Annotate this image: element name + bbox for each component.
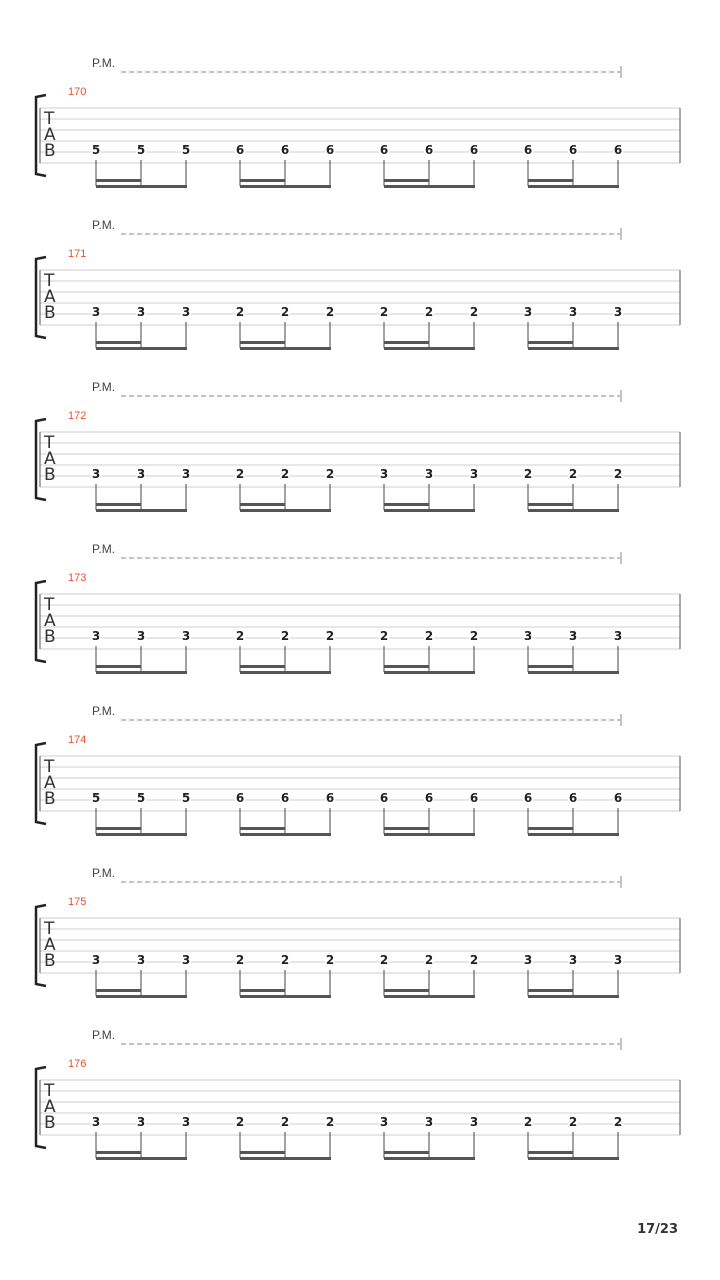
fret-number: 2 [235, 629, 245, 643]
fret-number: 3 [523, 305, 533, 319]
fret-number: 6 [469, 143, 479, 157]
palm-mute-label: P.M. [92, 380, 116, 394]
fret-number: 3 [136, 467, 146, 481]
fret-number: 2 [325, 467, 335, 481]
fret-number: 2 [235, 953, 245, 967]
measure-number: 170 [68, 86, 87, 98]
sixteenth-beam [384, 179, 429, 182]
eighth-beam [384, 833, 475, 836]
fret-number: 6 [523, 791, 533, 805]
eighth-beam [96, 671, 187, 674]
fret-number: 3 [469, 1115, 479, 1129]
sixteenth-beam [384, 989, 429, 992]
fret-number: 3 [613, 629, 623, 643]
fret-number: 5 [181, 143, 191, 157]
fret-number: 2 [325, 953, 335, 967]
tab-letter: A [44, 1097, 56, 1117]
fret-number: 3 [568, 953, 578, 967]
tab-letter: T [44, 109, 55, 129]
fret-number: 3 [568, 629, 578, 643]
eighth-beam [528, 1157, 619, 1160]
sixteenth-beam [528, 1151, 573, 1154]
fret-number: 3 [379, 467, 389, 481]
tab-letter: A [44, 287, 56, 307]
fret-number: 3 [91, 305, 101, 319]
sixteenth-beam [384, 827, 429, 830]
palm-mute-label: P.M. [92, 866, 116, 880]
sixteenth-beam [96, 665, 141, 668]
fret-number: 2 [325, 305, 335, 319]
tab-letter: B [44, 141, 56, 161]
fret-number: 3 [91, 629, 101, 643]
fret-number: 2 [235, 1115, 245, 1129]
fret-number: 6 [379, 791, 389, 805]
sixteenth-beam [96, 179, 141, 182]
fret-number: 3 [136, 305, 146, 319]
eighth-beam [528, 185, 619, 188]
eighth-beam [240, 509, 331, 512]
fret-number: 6 [424, 143, 434, 157]
fret-number: 6 [613, 143, 623, 157]
sixteenth-beam [384, 1151, 429, 1154]
eighth-beam [384, 671, 475, 674]
fret-number: 2 [568, 1115, 578, 1129]
sixteenth-beam [240, 665, 285, 668]
eighth-beam [528, 833, 619, 836]
eighth-beam [384, 347, 475, 350]
fret-number: 2 [379, 953, 389, 967]
tab-letter: T [44, 757, 55, 777]
eighth-beam [96, 185, 187, 188]
fret-number: 2 [424, 629, 434, 643]
fret-number: 3 [181, 305, 191, 319]
sixteenth-beam [240, 179, 285, 182]
fret-number: 6 [325, 143, 335, 157]
fret-number: 2 [325, 629, 335, 643]
fret-number: 3 [136, 1115, 146, 1129]
sixteenth-beam [240, 827, 285, 830]
fret-number: 2 [379, 305, 389, 319]
fret-number: 2 [235, 467, 245, 481]
tab-letter: B [44, 465, 56, 485]
sixteenth-beam [240, 989, 285, 992]
tab-letter: T [44, 1081, 55, 1101]
fret-number: 2 [280, 953, 290, 967]
eighth-beam [240, 671, 331, 674]
fret-number: 2 [613, 467, 623, 481]
fret-number: 5 [136, 791, 146, 805]
tab-letter: A [44, 449, 56, 469]
measure-number: 172 [68, 410, 87, 422]
fret-number: 2 [523, 1115, 533, 1129]
fret-number: 2 [469, 953, 479, 967]
fret-number: 2 [325, 1115, 335, 1129]
tab-letter: T [44, 595, 55, 615]
fret-number: 3 [379, 1115, 389, 1129]
fret-number: 3 [523, 629, 533, 643]
tab-letter: A [44, 935, 56, 955]
fret-number: 3 [136, 629, 146, 643]
sixteenth-beam [528, 665, 573, 668]
sixteenth-beam [96, 503, 141, 506]
sixteenth-beam [96, 341, 141, 344]
fret-number: 3 [181, 467, 191, 481]
eighth-beam [528, 995, 619, 998]
sixteenth-beam [528, 341, 573, 344]
eighth-beam [384, 185, 475, 188]
eighth-beam [96, 509, 187, 512]
fret-number: 2 [469, 305, 479, 319]
fret-number: 6 [568, 791, 578, 805]
fret-number: 3 [613, 305, 623, 319]
eighth-beam [240, 347, 331, 350]
fret-number: 6 [568, 143, 578, 157]
measure-number: 174 [68, 734, 87, 746]
fret-number: 3 [523, 953, 533, 967]
eighth-beam [96, 995, 187, 998]
eighth-beam [96, 1157, 187, 1160]
tab-letter: B [44, 951, 56, 971]
fret-number: 5 [91, 143, 101, 157]
fret-number: 3 [424, 1115, 434, 1129]
eighth-beam [384, 509, 475, 512]
eighth-beam [96, 347, 187, 350]
eighth-beam [240, 1157, 331, 1160]
fret-number: 6 [280, 791, 290, 805]
fret-number: 3 [91, 1115, 101, 1129]
tab-letter: T [44, 433, 55, 453]
palm-mute-label: P.M. [92, 218, 116, 232]
sixteenth-beam [384, 341, 429, 344]
eighth-beam [384, 1157, 475, 1160]
sixteenth-beam [384, 503, 429, 506]
fret-number: 3 [424, 467, 434, 481]
tab-letter: B [44, 303, 56, 323]
fret-number: 3 [91, 953, 101, 967]
sixteenth-beam [240, 341, 285, 344]
fret-number: 6 [235, 143, 245, 157]
sixteenth-beam [528, 827, 573, 830]
measure-number: 173 [68, 572, 87, 584]
palm-mute-label: P.M. [92, 704, 116, 718]
palm-mute-label: P.M. [92, 542, 116, 556]
sixteenth-beam [96, 1151, 141, 1154]
tab-letter: A [44, 773, 56, 793]
fret-number: 3 [181, 953, 191, 967]
tab-letter: A [44, 125, 56, 145]
fret-number: 2 [280, 467, 290, 481]
sixteenth-beam [96, 989, 141, 992]
sixteenth-beam [528, 503, 573, 506]
fret-number: 2 [280, 305, 290, 319]
fret-number: 2 [568, 467, 578, 481]
sixteenth-beam [528, 179, 573, 182]
fret-number: 6 [424, 791, 434, 805]
tab-letter: B [44, 789, 56, 809]
fret-number: 2 [469, 629, 479, 643]
fret-number: 6 [469, 791, 479, 805]
fret-number: 2 [379, 629, 389, 643]
sixteenth-beam [384, 665, 429, 668]
tab-letter: B [44, 1113, 56, 1133]
fret-number: 3 [469, 467, 479, 481]
fret-number: 2 [280, 1115, 290, 1129]
fret-number: 6 [325, 791, 335, 805]
fret-number: 5 [91, 791, 101, 805]
fret-number: 2 [613, 1115, 623, 1129]
fret-number: 5 [136, 143, 146, 157]
fret-number: 2 [523, 467, 533, 481]
fret-number: 2 [424, 953, 434, 967]
sixteenth-beam [240, 503, 285, 506]
measure-number: 175 [68, 896, 87, 908]
fret-number: 3 [91, 467, 101, 481]
sixteenth-beam [96, 827, 141, 830]
fret-number: 6 [235, 791, 245, 805]
fret-number: 6 [613, 791, 623, 805]
sixteenth-beam [528, 989, 573, 992]
page-number: 17/23 [637, 1222, 678, 1237]
eighth-beam [240, 185, 331, 188]
tab-letter: T [44, 271, 55, 291]
fret-number: 6 [379, 143, 389, 157]
eighth-beam [528, 509, 619, 512]
fret-number: 2 [280, 629, 290, 643]
eighth-beam [240, 995, 331, 998]
measure-number: 176 [68, 1058, 87, 1070]
fret-number: 3 [181, 1115, 191, 1129]
tab-letter: B [44, 627, 56, 647]
fret-number: 6 [280, 143, 290, 157]
fret-number: 3 [136, 953, 146, 967]
palm-mute-label: P.M. [92, 1028, 116, 1042]
eighth-beam [96, 833, 187, 836]
eighth-beam [528, 347, 619, 350]
measure-number: 171 [68, 248, 87, 260]
eighth-beam [240, 833, 331, 836]
sixteenth-beam [240, 1151, 285, 1154]
fret-number: 3 [181, 629, 191, 643]
fret-number: 2 [235, 305, 245, 319]
eighth-beam [384, 995, 475, 998]
palm-mute-label: P.M. [92, 56, 116, 70]
fret-number: 5 [181, 791, 191, 805]
eighth-beam [528, 671, 619, 674]
fret-number: 2 [424, 305, 434, 319]
tab-letter: T [44, 919, 55, 939]
tab-letter: A [44, 611, 56, 631]
fret-number: 3 [613, 953, 623, 967]
fret-number: 6 [523, 143, 533, 157]
fret-number: 3 [568, 305, 578, 319]
